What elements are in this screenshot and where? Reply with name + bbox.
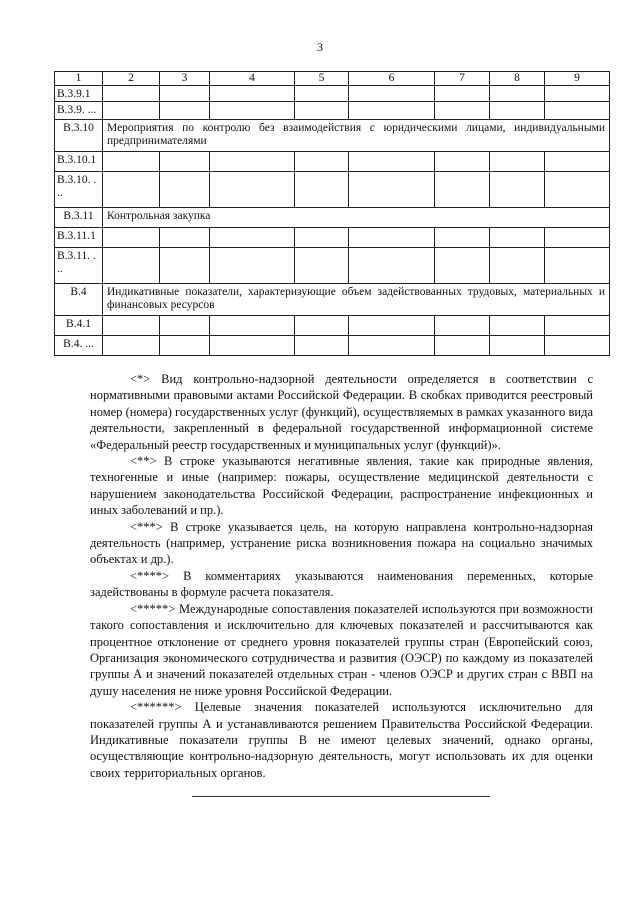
row-description: Контрольная закупка: [103, 208, 610, 228]
table-row: [55, 86, 610, 102]
footnote: <****> В комментариях указываются наименования переменных, которые задействованы в формуле расчета показателя.: [90, 568, 593, 600]
column-header: 2: [103, 72, 160, 86]
footnote: <******> Целевые значения показателей используются исключительно для показателей группы А и устанавливаются решением Правительства Российской Федерации. Индикативные показатели группы В не имеют целевых значений, однако органы, осуществляющие контрольно-надзорную деятельность, могут использовать их для оценки своих территориальных органов.: [90, 700, 593, 780]
row-code: B.3.10: [55, 120, 103, 152]
row-code: B.3.10.1: [55, 152, 103, 172]
column-header: 6: [349, 72, 435, 86]
column-header: 4: [210, 72, 295, 86]
row-code: B.4. ...: [55, 336, 103, 356]
footnote: <**> В строке указываются негативные явления, такие как природные явления, техногенные и иные (например: пожары, осуществление медицинской деятельности с нарушением законодательства Российской Федерации, распространение инфекционных и иных заболеваний и пр.).: [90, 454, 593, 518]
table-row: [55, 336, 610, 356]
table-section-row: [55, 284, 610, 316]
row-code: B.4: [55, 284, 103, 316]
footnote: <***> В строке указывается цель, на которую направлена контрольно-надзорная деятельность (например, устранение риска возникновения пожара на социально значимых объектах и др.).: [90, 519, 593, 567]
table-row: [55, 152, 610, 172]
end-rule: [192, 796, 490, 797]
row-code: B.3.11. . ..: [55, 248, 103, 284]
footnote: <*> Вид контрольно-надзорной деятельности определяется в соответствии с нормативными правовыми актами Российской Федерации. В скобках приводится реестровый номер (номера) государственных услуг (функций), осуществляемых в рамках указанного вида деятельности, закрепленный в федеральной государственной информационной системе «Федеральный реестр государственных и муниципальных услуг (функций)».: [90, 372, 593, 452]
table-row: [55, 228, 610, 248]
row-code: B.3.9.1: [55, 86, 103, 102]
table-header-row: [55, 72, 610, 86]
table-section-row: [55, 208, 610, 228]
row-code: B.3.11.1: [55, 228, 103, 248]
column-header: 1: [55, 72, 103, 86]
column-header: 9: [545, 72, 610, 86]
row-description: Индикативные показатели, характеризующие объем задействованных трудовых, материальных и финансовых ресурсов: [103, 284, 610, 316]
table-row: [55, 102, 610, 120]
table-section-row: [55, 120, 610, 152]
table-row: [55, 172, 610, 208]
footnote: <*****> Международные сопоставления показателей используются при возможности такого сопоставления и исключительно для ключевых показателей и рассчитываются как процентное отклонение от среднего уровня показателей группы стран (Европейский союз, Организация экономического сотрудничества и развития (ОЭСР) по каждому из показателей группы А и значений показателей отдельных стран - членов ОЭСР и других стран с ВВП на душу населения не ниже уровня Российской Федерации.: [90, 601, 593, 698]
column-header: 7: [435, 72, 490, 86]
indicator-table: [54, 71, 610, 356]
column-header: 3: [160, 72, 210, 86]
row-code: B.3.10. . ..: [55, 172, 103, 208]
page-number: 3: [317, 40, 323, 54]
column-header: 8: [490, 72, 545, 86]
table-row: [55, 248, 610, 284]
column-header: 5: [295, 72, 349, 86]
row-description: Мероприятия по контролю без взаимодействия с юридическими лицами, индивидуальными предпринимателями: [103, 120, 610, 152]
row-code: B.3.11: [55, 208, 103, 228]
footnotes: [90, 371, 593, 781]
row-code: B.4.1: [55, 316, 103, 336]
table-row: [55, 316, 610, 336]
row-code: B.3.9. ...: [55, 102, 103, 120]
